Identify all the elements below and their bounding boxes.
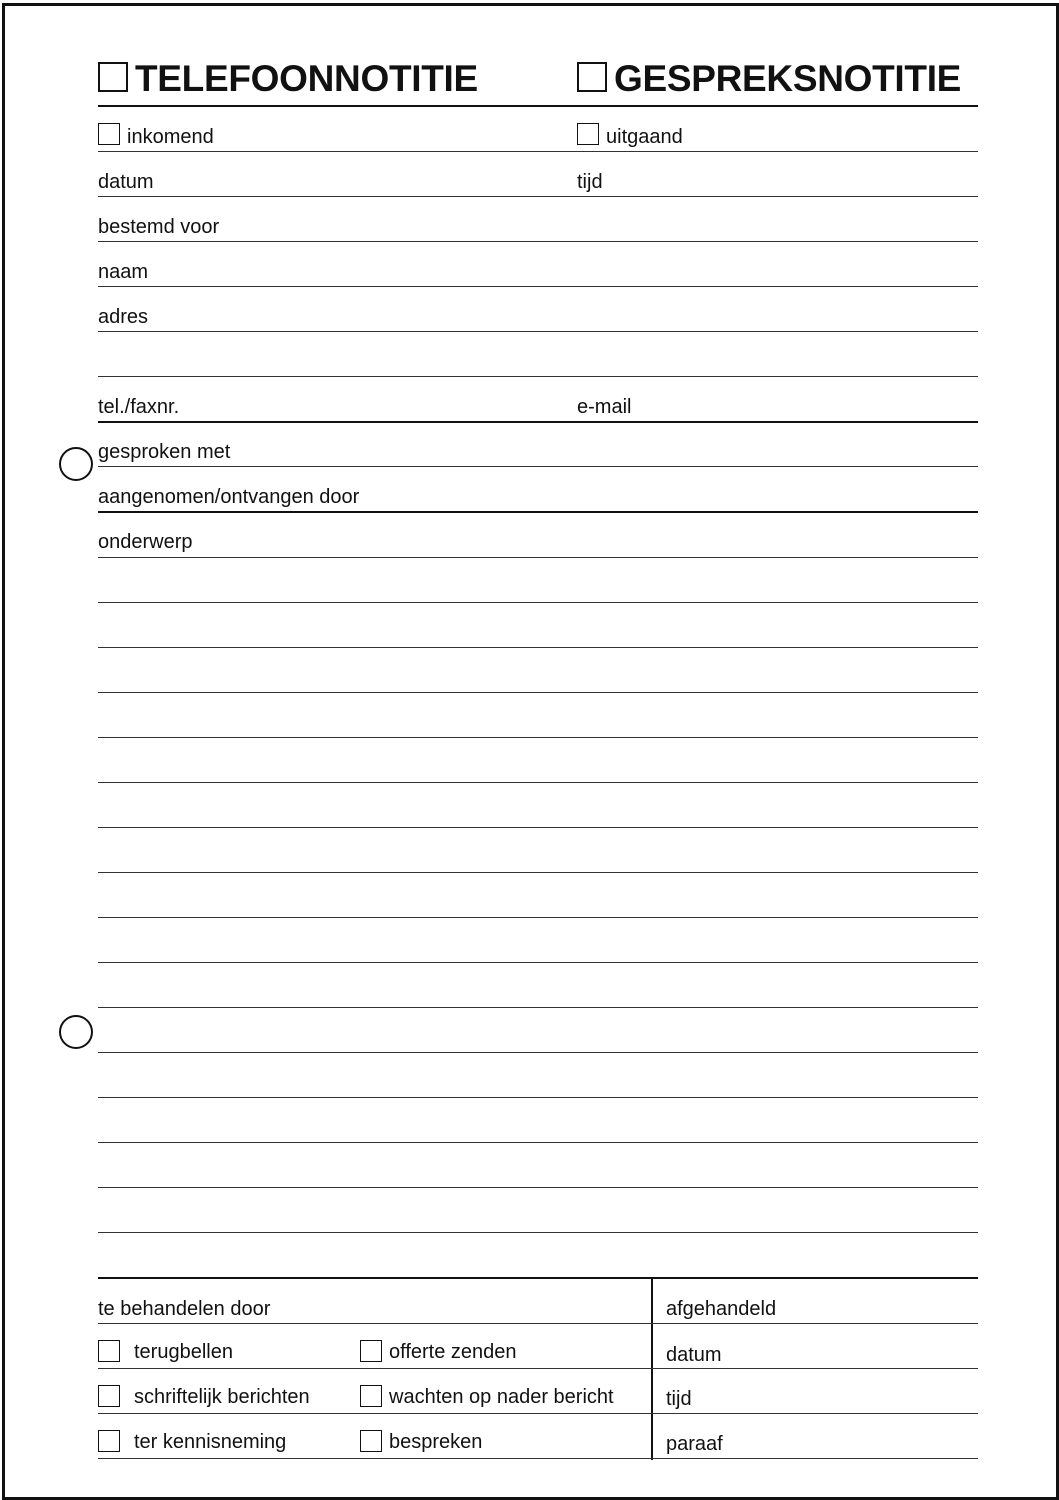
- ter-kennisneming-label: ter kennisneming: [134, 1431, 287, 1453]
- uitgaand-checkbox[interactable]: [577, 123, 599, 145]
- note-line: [98, 602, 978, 603]
- footer-rule: [98, 1368, 978, 1369]
- offerte-zenden-checkbox[interactable]: [360, 1340, 382, 1362]
- form-rule: [98, 331, 978, 332]
- telefoonnotitie-checkbox[interactable]: [98, 62, 128, 92]
- footer-rule: [98, 1413, 978, 1414]
- telefoonnotitie-title: TELEFOONNOTITIE: [135, 58, 478, 99]
- footer-top-rule: [98, 1277, 978, 1279]
- form-rule: [98, 466, 978, 467]
- note-line: [98, 782, 978, 783]
- note-line: [98, 1052, 978, 1053]
- bespreken-label: bespreken: [389, 1431, 483, 1453]
- section-rule: [98, 511, 978, 513]
- footer-rule: [98, 1323, 978, 1324]
- gesproken-met-label: gesproken met: [98, 441, 231, 463]
- gespreksnotitie-checkbox[interactable]: [577, 62, 607, 92]
- note-line: [98, 557, 978, 558]
- terugbellen-checkbox[interactable]: [98, 1340, 120, 1362]
- datum-label: datum: [98, 171, 154, 193]
- te-behandelen-door-label: te behandelen door: [98, 1298, 271, 1320]
- note-line: [98, 1142, 978, 1143]
- note-line: [98, 692, 978, 693]
- afgehandeld-tijd-label: tijd: [666, 1388, 692, 1410]
- tijd-label: tijd: [577, 171, 603, 193]
- form-rule: [98, 376, 978, 377]
- form-rule: [98, 151, 978, 152]
- form-rule: [98, 241, 978, 242]
- form-rule: [98, 286, 978, 287]
- punch-hole-circle: [59, 1015, 93, 1049]
- naam-label: naam: [98, 261, 149, 283]
- inkomend-label: inkomend: [127, 126, 214, 148]
- paraaf-label: paraaf: [666, 1433, 723, 1455]
- note-line: [98, 962, 978, 963]
- note-line: [98, 1187, 978, 1188]
- footer-rule: [98, 1458, 978, 1459]
- inkomend-checkbox[interactable]: [98, 123, 120, 145]
- header-rule: [98, 105, 978, 107]
- wachten-checkbox[interactable]: [360, 1385, 382, 1407]
- aangenomen-label: aangenomen/ontvangen door: [98, 486, 360, 508]
- wachten-label: wachten op nader bericht: [389, 1386, 614, 1408]
- adres-label: adres: [98, 306, 149, 328]
- schriftelijk-berichten-label: schriftelijk berichten: [134, 1386, 310, 1408]
- gespreksnotitie-title: GESPREKSNOTITIE: [614, 58, 962, 99]
- offerte-zenden-label: offerte zenden: [389, 1341, 517, 1363]
- note-line: [98, 1007, 978, 1008]
- email-label: e-mail: [577, 396, 632, 418]
- onderwerp-label: onderwerp: [98, 531, 193, 553]
- note-line: [98, 1232, 978, 1233]
- section-rule: [98, 421, 978, 423]
- note-line: [98, 647, 978, 648]
- note-line: [98, 827, 978, 828]
- note-line: [98, 1097, 978, 1098]
- terugbellen-label: terugbellen: [134, 1341, 233, 1363]
- bespreken-checkbox[interactable]: [360, 1430, 382, 1452]
- afgehandeld-label: afgehandeld: [666, 1298, 777, 1320]
- footer-divider: [651, 1278, 653, 1460]
- afgehandeld-datum-label: datum: [666, 1344, 722, 1366]
- tel-fax-label: tel./faxnr.: [98, 396, 180, 418]
- ter-kennisneming-checkbox[interactable]: [98, 1430, 120, 1452]
- bestemd-voor-label: bestemd voor: [98, 216, 220, 238]
- schriftelijk-berichten-checkbox[interactable]: [98, 1385, 120, 1407]
- form-rule: [98, 196, 978, 197]
- note-line: [98, 917, 978, 918]
- note-line: [98, 872, 978, 873]
- uitgaand-label: uitgaand: [606, 126, 683, 148]
- note-line: [98, 737, 978, 738]
- punch-hole-circle: [59, 447, 93, 481]
